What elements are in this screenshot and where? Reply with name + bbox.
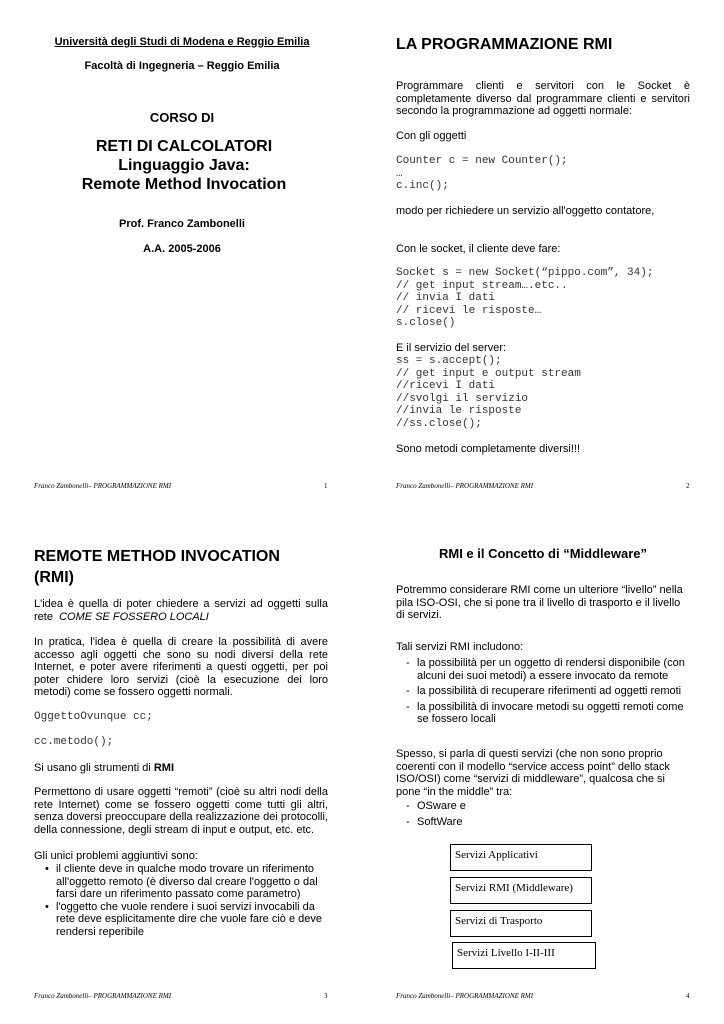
page-title: LA PROGRAMMAZIONE RMI [396, 36, 613, 53]
professor-name: Prof. Franco Zambonelli [119, 218, 245, 230]
services-label: Tali servizi RMI includono: [396, 641, 524, 653]
page-footer: Franco Zambonelli– PROGRAMMAZIONE RMI [34, 482, 172, 490]
list-item: • l'oggetto che vuole rendere i suoi servizi invocabili da rete deve esplicitamente dire che vuole fare ciò e deve rendersi reperibile [34, 901, 328, 939]
list-item: - la possibilità di recuperare riferimenti ad oggetti remoti [396, 685, 690, 698]
server-label: E il servizio del server: [396, 342, 507, 354]
page-title [34, 546, 280, 588]
page-number: 2 [686, 482, 690, 490]
title-line-2: (RMI) [34, 569, 74, 586]
code-line: //svolgi il servizio [396, 392, 529, 405]
academic-year: A.A. 2005-2006 [143, 243, 221, 255]
services-list [396, 657, 690, 729]
objects-label: Con gli oggetti [396, 130, 467, 142]
examples-list [396, 800, 690, 831]
layer-box: Servizi di Trasporto [450, 910, 592, 937]
university-name: Università degli Studi di Modena e Reggio Emilia [54, 36, 310, 48]
idea-text: L'idea è quella di poter chiedere a servizi ad oggetti sulla rete [34, 598, 328, 623]
code-line: // get input stream….etc.. [396, 279, 568, 292]
tools-text: Si usano gli strumenti di [34, 762, 151, 774]
code-line: c.inc(); [396, 180, 449, 192]
list-item: - SoftWare [396, 816, 690, 829]
list-item: - la possibilità di invocare metodi su oggetti remoti come se fossero locali [396, 701, 690, 726]
idea-emphasis: COME SE FOSSERO LOCALI [59, 610, 209, 623]
code-line: ss = s.accept(); [396, 355, 502, 367]
code-line: //ss.close(); [396, 417, 482, 430]
code-line: //invia le risposte [396, 405, 522, 417]
problems-list [34, 863, 328, 938]
code-line: // invia I dati [396, 292, 496, 304]
page-number: 3 [324, 992, 328, 1000]
middleware-paragraph: Spesso, si parla di questi servizi (che non sono proprio coerenti con il modello “service access point” dello stack ISO/OSI) come “servizi di middleware”, qualcosa che si pone “in the middle” tra: [396, 748, 670, 798]
course-label: CORSO DI [149, 110, 215, 125]
page-number: 1 [324, 482, 328, 490]
practice-paragraph: In pratica, l'idea è quella di creare la possibilità di avere accesso agli oggetti che sono su nodi diversi della rete Internet, e poter avere riferimenti a questi oggetti, per poi poter chidere loro servizi (cioè la esecuzione dei loro metodi) come se fossero oggetti normali. [34, 636, 328, 698]
code-line: // get input e output stream [396, 367, 581, 380]
layer-box: Servizi RMI (Middleware) [450, 877, 592, 904]
list-item: • il cliente deve in qualche modo trovare un riferimento all'oggetto remoto (è diverso dal creare l'oggetto o dal farsi dare un riferimento passato come parametro) [34, 863, 328, 901]
code-call: cc.metodo(); [34, 736, 114, 748]
course-subtitle-1: Linguaggio Java: [118, 157, 250, 174]
code-line: s.close() [396, 317, 456, 329]
code-line: //ricevi I dati [396, 380, 496, 392]
page-title: RMI e il Concetto di “Middleware” [438, 546, 648, 561]
tools-paragraph [34, 762, 174, 775]
code-line: // ricevi le risposte… [396, 304, 542, 317]
code-block-objects [396, 155, 568, 193]
faculty-name: Facoltà di Ingegneria – Reggio Emilia [84, 60, 280, 72]
page-number: 4 [686, 992, 690, 1000]
layer-box: Servizi Applicativi [450, 844, 592, 871]
conclusion: Sono metodi completamente diversi!!! [396, 443, 581, 455]
code-line: Counter c = new Counter(); [396, 155, 568, 167]
course-title: RETI DI CALCOLATORI [95, 138, 273, 155]
list-item: - OSware e [396, 800, 690, 813]
page-footer: Franco Zambonelli– PROGRAMMAZIONE RMI [396, 482, 534, 490]
socket-label: Con le socket, il cliente deve fare: [396, 243, 561, 255]
code-block-socket [396, 267, 653, 330]
course-subtitle-2: Remote Method Invocation [81, 176, 287, 193]
list-item: - la possibilità per un oggetto di rendersi disponibile (con alcuni dei suoi metodi) a essere invocato da remote [396, 657, 690, 682]
title-line-1: REMOTE METHOD INVOCATION [34, 548, 280, 565]
page-footer: Franco Zambonelli– PROGRAMMAZIONE RMI [34, 992, 172, 1000]
page-footer: Franco Zambonelli– PROGRAMMAZIONE RMI [396, 992, 534, 1000]
code-line: … [396, 167, 403, 180]
idea-paragraph [34, 598, 328, 623]
layer-box: Servizi Livello I-II-III [452, 942, 596, 969]
code-declaration: OggettoOvunque cc; [34, 711, 153, 723]
intro-paragraph: Programmare clienti e servitori con le Socket è completamente diverso dal programmare clienti e servitori secondo la programmazione ad oggetti normale: [396, 80, 690, 117]
intro-paragraph: Potremmo considerare RMI come un ulteriore “livello” nella pila ISO-OSI, che si pone tra il livello di trasporto e il livello di servizi. [396, 584, 683, 621]
allow-paragraph: Permettono di usare oggetti “remoti” (cioè su altri nodi della rete Internet) come se fossero oggetti come tutti gli altri, senza doversi preoccupare della realizzazione dei protocolli, della connessione, degli stream di input e output, etc. etc. [34, 786, 328, 836]
code-line: Socket s = new Socket(“pippo.com”, 34); [396, 267, 654, 279]
tools-emphasis: RMI [153, 762, 175, 774]
code-block-server [396, 355, 581, 430]
objects-note: modo per richiedere un servizio all'oggetto contatore, [396, 205, 655, 217]
problems-label: Gli unici problemi aggiuntivi sono: [34, 850, 198, 862]
